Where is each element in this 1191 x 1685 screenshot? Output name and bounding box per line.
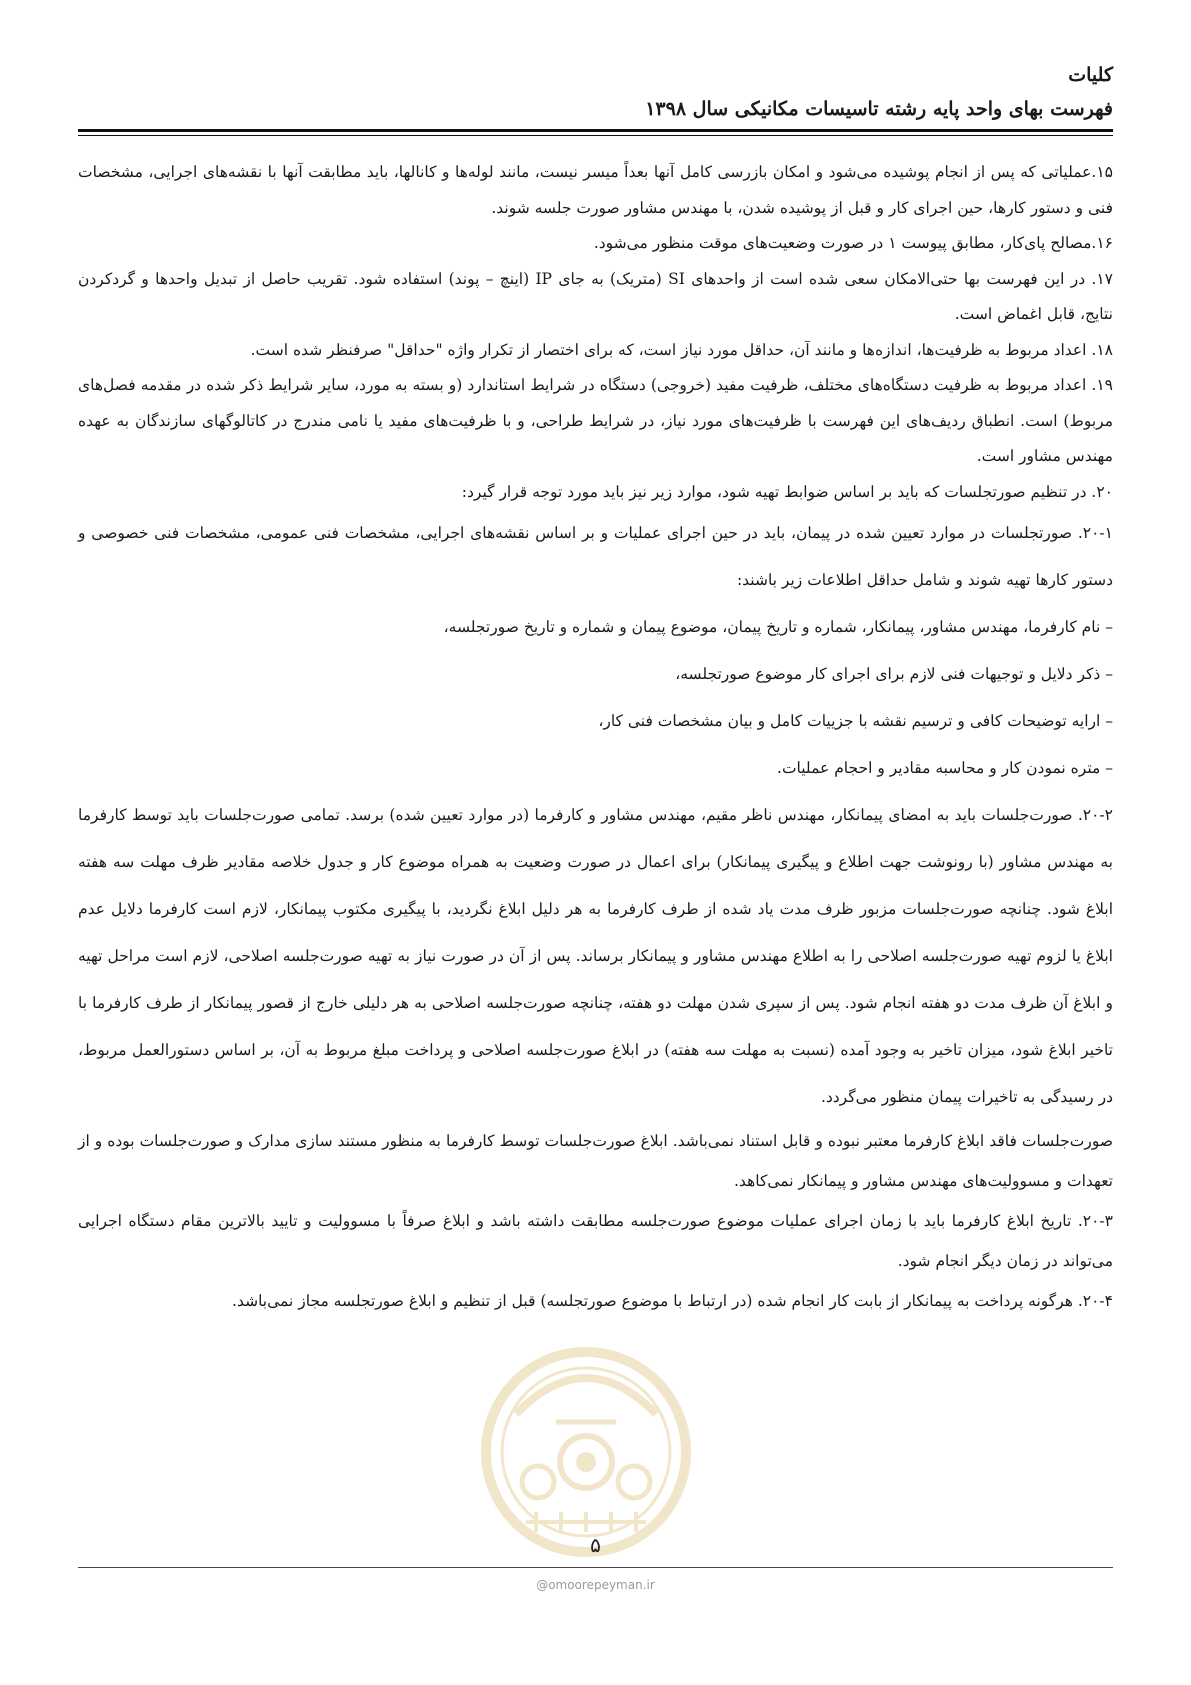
list-item: – ارایه توضیحات کافی و ترسیم نقشه با جزییات کامل و بیان مشخصات فنی کار، xyxy=(598,712,1113,730)
list-item: – ذکر دلایل و توجیهات فنی لازم برای اجرای کار موضوع صورتجلسه، xyxy=(675,665,1113,683)
paragraph-20-3: ۲۰-۳. تاریخ ابلاغ کارفرما باید با زمان اجرای عملیات موضوع صورت‌جلسه مطابقت داشته باشد و ابلاغ صرفاً با مسوولیت و تایید بالاترین مقام دستگاه اجرایی می‌تواند در زمان دیگر انجام شود. xyxy=(78,1212,1113,1270)
list-item: – نام کارفرما، مهندس مشاور، پیمانکار، شماره و تاریخ پیمان، موضوع پیمان و شماره و تاریخ صورتجلسه، xyxy=(443,618,1113,636)
header-divider-thick xyxy=(78,129,1113,132)
paragraph-20: ۲۰. در تنظیم صورتجلسات که باید بر اساس ضوابط تهیه شود، موارد زیر نیز باید مورد توجه قرار گیرد: xyxy=(461,482,1113,501)
paragraph-15: ۱۵.عملیاتی که پس از انجام پوشیده می‌شود و امکان بازرسی کامل آنها بعداً میسر نیست، مانند لوله‌ها و کانالها، باید مطابقت آنها با نقشه‌های اجرایی، مشخصات فنی و دستور کارها، حین اجرای کار و قبل از پوشیده شدن، با مهندس مشاور صورت جلسه شوند. xyxy=(78,163,1113,217)
seal-watermark-icon xyxy=(466,1322,706,1562)
paragraph-18: ۱۸. اعداد مربوط به ظرفیت‌ها، اندازه‌ها و مانند آن، حداقل مورد نیاز است، که برای اختصار از تکرار واژه "حداقل" صرفنظر شده است. xyxy=(250,340,1113,359)
paragraph-20-1: ۲۰-۱. صورتجلسات در موارد تعیین شده در پیمان، باید در حین اجرای عملیات و بر اساس نقشه‌های اجرایی، مشخصات فنی عمومی، مشخصات فنی خصوصی و دستور کارها تهیه شوند و شامل حداقل اطلاعات زیر باشند: xyxy=(78,524,1113,589)
header-divider-thin xyxy=(78,135,1113,136)
body-text xyxy=(78,155,1113,1321)
paragraph-20-4: ۲۰-۴. هرگونه پرداخت به پیمانکار از بابت کار انجام شده (در ارتباط با موضوع صورتجلسه) قبل از تنظیم و ابلاغ صورتجلسه مجاز نمی‌باشد. xyxy=(232,1292,1113,1310)
footer-watermark-handle: @omoorepeyman.ir xyxy=(536,1578,655,1592)
paragraph-16: ۱۶.مصالح پای‌کار، مطابق پیوست ۱ در صورت وضعیت‌های موقت منظور می‌شود. xyxy=(593,234,1113,252)
footer-divider xyxy=(78,1567,1113,1568)
paragraph-20-2-note: صورت‌جلسات فاقد ابلاغ کارفرما معتبر نبوده و قابل استناد نمی‌باشد. ابلاغ صورت‌جلسات توسط کارفرما به منظور مستند سازی مدارک و صورت‌جلسات بوده و از تعهدات و مسوولیت‌های مهندس مشاور و پیمانکار نمی‌کاهد. xyxy=(78,1132,1113,1190)
document-subtitle: فهرست بهای واحد پایه رشته تاسیسات مکانیکی سال ۱۳۹۸ xyxy=(645,98,1113,120)
list-item: – متره نمودن کار و محاسبه مقادیر و احجام عملیات. xyxy=(777,759,1113,777)
paragraph-20-2: ۲۰-۲. صورت‌جلسات باید به امضای پیمانکار، مهندس ناظر مقیم، مهندس مشاور و کارفرما (در موارد تعیین شده) برسد. تمامی صورت‌جلسات باید توسط کارفرما به مهندس مشاور (با رونوشت جهت اطلاع و پیگیری پیمانکار) برای اعمال در صورت وضعیت به همراه موضوع کار و جدول خلاصه مقادیر ظرف مهلت سه هفته ابلاغ شود. چنانچه صورت‌جلسات مزبور ظرف مدت یاد شده از طرف کارفرما به هر دلیل ابلاغ نگردید، با پیگیری مکتوب پیمانکار، لازم است کارفرما دلایل عدم ابلاغ یا لزوم تهیه صورت‌جلسه اصلاحی را به اطلاع مهندس مشاور و پیمانکار برساند. پس از آن در صورت نیاز به تهیه صورت‌جلسه اصلاحی، لازم است مراحل تهیه و ابلاغ آن ظرف مدت دو هفته انجام شود. پس از سپری شدن مهلت دو هفته، چنانچه صورت‌جلسه اصلاحی به هر دلیلی خارج از قصور پیمانکار از طرف کارفرما با تاخیر ابلاغ شود، میزان تاخیر به وجود آمده (نسبت به مهلت سه هفته) در ابلاغ صورت‌جلسه اصلاحی و پرداخت مبلغ مربوط به آن، بر اساس دستورالعمل مربوط، در رسیدگی به تاخیرات پیمان منظور می‌گردد. xyxy=(78,806,1113,1106)
chapter-title: کلیات xyxy=(1068,64,1113,86)
page-header xyxy=(78,58,1113,126)
page-number: ۵ xyxy=(590,1533,601,1557)
paragraph-17: ۱۷. در این فهرست بها حتی‌الامکان سعی شده است از واحدهای SI (متریک) به جای IP (اینچ – پوند) استفاده شود. تقریب حاصل از تبدیل واحدها و گردکردن نتایج، قابل اغماض است. xyxy=(78,269,1113,323)
paragraph-19: ۱۹. اعداد مربوط به ظرفیت دستگاه‌های مختلف، ظرفیت مفید (خروجی) دستگاه در شرایط استاندارد (و بسته به مورد، سایر شرایط ذکر شده در مقدمه فصل‌های مربوط) است. انطباق ردیف‌های این فهرست با ظرفیت‌های مورد نیاز، در شرایط طراحی، و با ظرفیت‌های مفید یا نامی مندرج در کاتالوگهای سازندگان به عهده مهندس مشاور است. xyxy=(78,376,1113,465)
